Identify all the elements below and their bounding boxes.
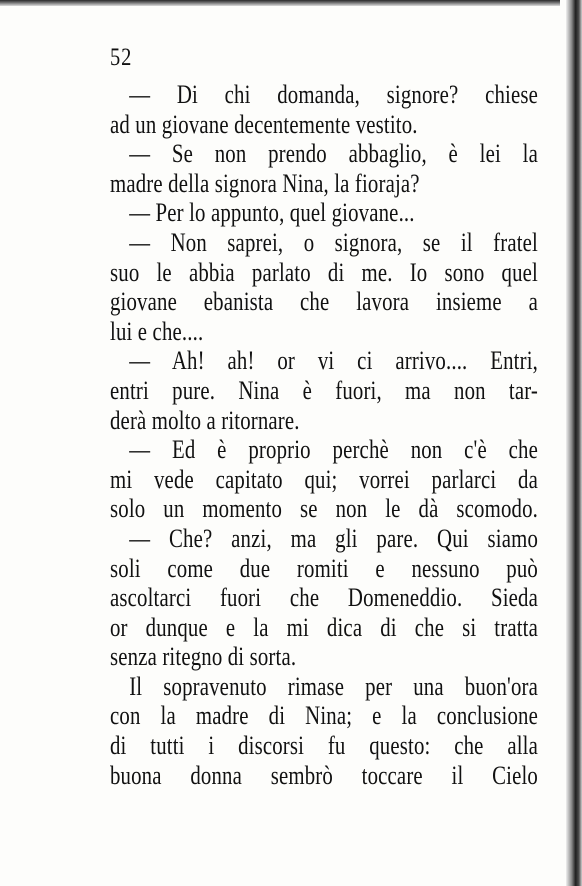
text-line: di tutti i discorsi fu questo: che alla (110, 731, 538, 761)
page-binding-edge (566, 0, 582, 886)
text-line: suo le abbia parlato di me. Io sono quel (110, 257, 538, 287)
text-line: senza ritegno di sorta. (110, 642, 297, 672)
text-line: giovane ebanista che lavora insieme a (110, 287, 538, 317)
text-line: — Se non prendo abbaglio, è lei la (129, 139, 538, 169)
text-line: or dunque e la mi dica di che si tratta (110, 612, 538, 642)
text-line: — Che? anzi, ma gli pare. Qui siamo (129, 523, 538, 553)
body-text (110, 80, 538, 790)
text-line: — Ah! ah! or vi ci arrivo.... Entri, (129, 346, 538, 376)
page-top-edge (0, 0, 560, 6)
text-line: madre della signora Nina, la fioraja? (110, 168, 420, 198)
text-line: — Per lo appunto, quel giovane... (129, 198, 415, 228)
text-line: Il sopravenuto rimase per una buon'ora (129, 671, 538, 701)
text-line: — Di chi domanda, signore? chiese (129, 80, 538, 109)
text-line: lui e che.... (110, 316, 204, 346)
text-line: ad un giovane decentemente vestito. (110, 109, 418, 139)
text-line: solo un momento se non le dà scomodo. (110, 494, 538, 524)
text-line: entri pure. Nina è fuori, ma non tar- (110, 375, 538, 405)
text-line: mi vede capitato qui; vorrei parlarci da (110, 464, 538, 494)
text-line: — Ed è proprio perchè non c'è che (129, 435, 538, 465)
text-line: ascoltarci fuori che Domeneddio. Sieda (110, 583, 538, 613)
page-number: 52 (110, 44, 133, 71)
text-line: — Non saprei, o signora, se il fratel (129, 227, 538, 257)
text-line: buona donna sembrò toccare il Cielo (110, 760, 538, 790)
text-line: soli come due romiti e nessuno può (110, 553, 538, 583)
text-line: derà molto a ritornare. (110, 405, 300, 435)
text-line: con la madre di Nina; e la conclusione (110, 701, 538, 731)
